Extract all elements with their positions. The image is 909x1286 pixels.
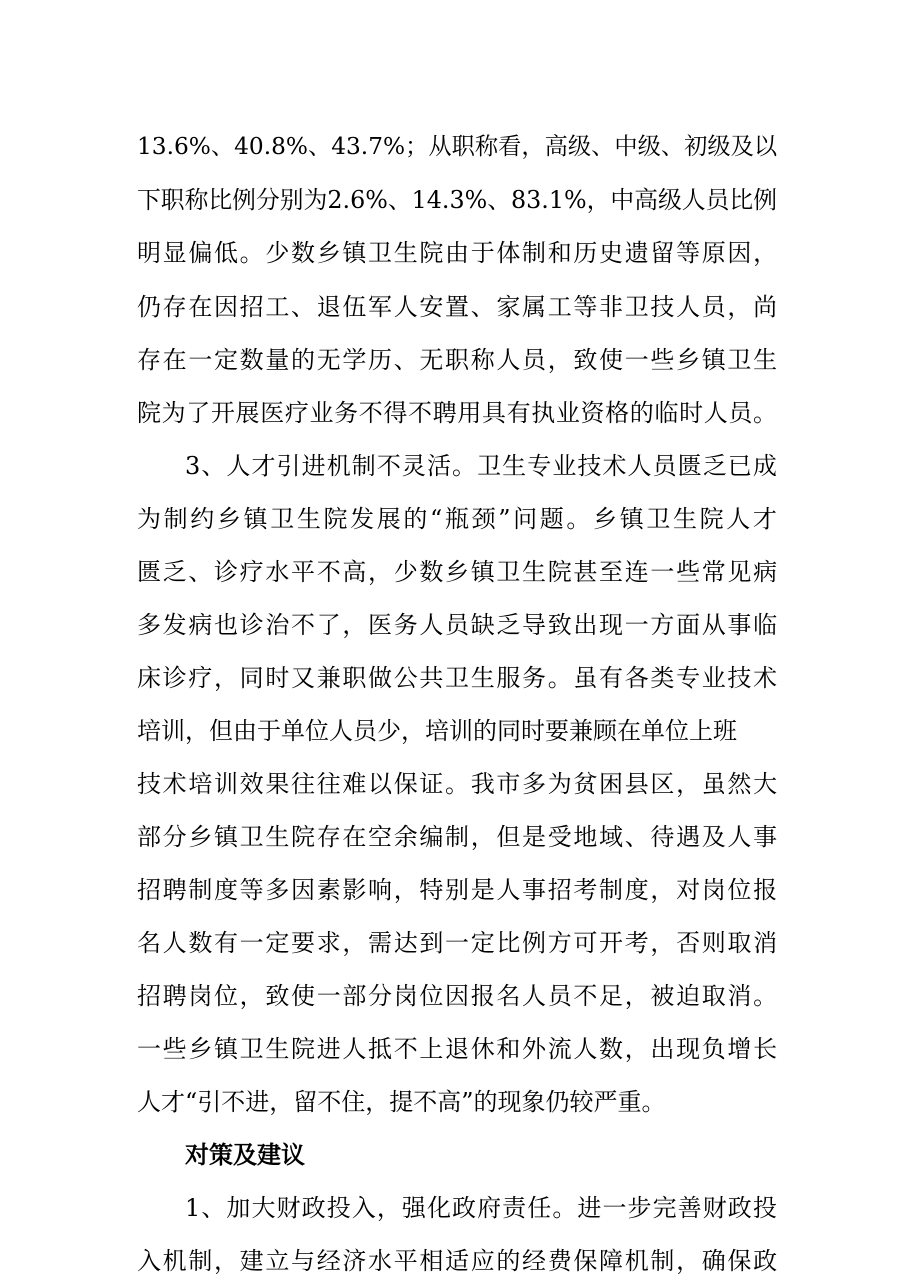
text-line-8: 为制约乡镇卫生院发展的“瓶颈”问题。乡镇卫生院人才: [137, 505, 780, 533]
text-line-2: 下职称比例分别为2.6%、14.3%、83.1%，中高级人员比例: [137, 186, 777, 214]
text-line-4: 仍存在因招工、退伍军人安置、家属工等非卫技人员，尚: [137, 293, 779, 321]
text-line-19: 人才“引不进，留不住，提不高”的现象仍较严重。: [137, 1088, 666, 1116]
text-line-7: 3、人才引进机制不灵活。卫生专业技术人员匮乏已成: [185, 452, 778, 480]
text-line-12: 培训，但由于单位人员少，培训的同时要兼顾在单位上班: [137, 717, 737, 745]
text-line-14: 部分乡镇卫生院存在空余编制，但是受地域、待遇及人事: [137, 823, 779, 851]
text-line-11: 床诊疗，同时又兼职做公共卫生服务。虽有各类专业技术: [137, 664, 779, 692]
text-line-9: 匮乏、诊疗水平不高，少数乡镇卫生院甚至连一些常见病: [137, 558, 779, 586]
text-line-17: 招聘岗位，致使一部分岗位因报名人员不足，被迫取消。: [137, 982, 779, 1010]
text-line-16: 名人数有一定要求，需达到一定比例方可开考，否则取消: [137, 929, 779, 957]
text-line-13: 技术培训效果往往难以保证。我市多为贫困县区，虽然大: [137, 770, 779, 798]
text-line-22: 入机制，建立与经济水平相适应的经费保障机制，确保政: [137, 1247, 779, 1275]
text-line-15: 招聘制度等多因素影响，特别是人事招考制度，对岗位报: [137, 876, 779, 904]
text-line-6: 院为了开展医疗业务不得不聘用具有执业资格的临时人员。: [137, 399, 778, 427]
text-line-21: 1、加大财政投入，强化政府责任。进一步完善财政投: [185, 1194, 778, 1222]
text-line-10: 多发病也诊治不了，医务人员缺乏导致出现一方面从事临: [137, 611, 779, 639]
text-line-18: 一些乡镇卫生院进人抵不上退休和外流人数，出现负增长: [137, 1035, 779, 1063]
text-line-1: 13.6%、40.8%、43.7%；从职称看，高级、中级、初级及以: [137, 133, 778, 160]
text-line-5: 存在一定数量的无学历、无职称人员，致使一些乡镇卫生: [137, 346, 779, 374]
text-line-3: 明显偏低。少数乡镇卫生院由于体制和历史遗留等原因，: [137, 239, 779, 267]
section-heading: 对策及建议: [185, 1140, 305, 1169]
